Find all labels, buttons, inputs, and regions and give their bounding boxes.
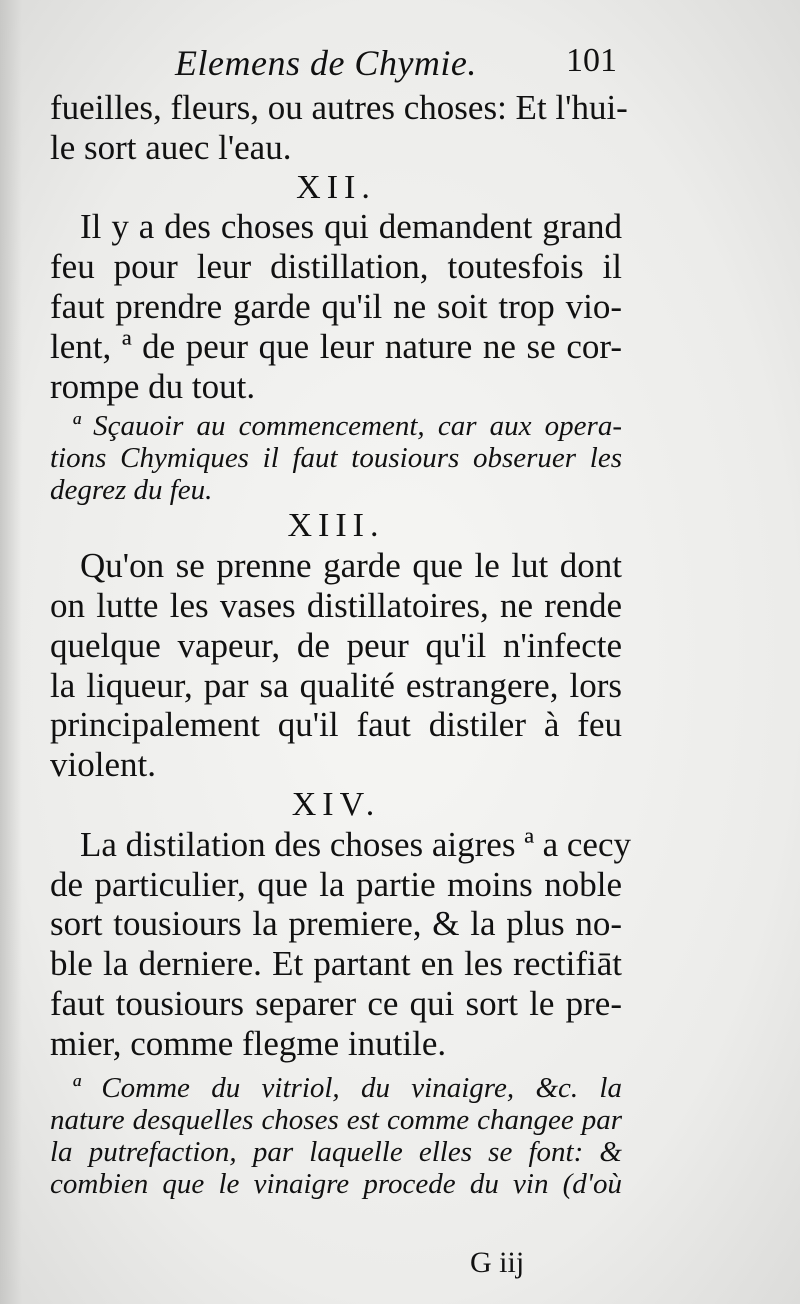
page-gutter-shadow xyxy=(0,0,22,1304)
text-line: faut prendre garde qu'il ne soit trop vio- xyxy=(50,286,622,326)
text-line: de particulier, que la partie moins noble xyxy=(50,864,622,904)
text-line: mier, comme flegme inutile. xyxy=(50,1023,447,1063)
text-line: principalement qu'il faut distiler à feu xyxy=(50,705,622,745)
text-line: sort tousiours la premiere, & la plus no- xyxy=(50,904,622,944)
text-line: fueilles, fleurs, ou autres choses: Et l'hui- xyxy=(50,88,628,127)
text-line: quelque vapeur, de peur qu'il n'infecte xyxy=(50,625,622,665)
text-line: feu pour leur distillation, toutesfois il xyxy=(50,247,622,287)
footnote-line: la putrefaction, par laquelle elles se font: & xyxy=(50,1135,622,1168)
running-title: Elemens de Chymie. xyxy=(175,43,477,83)
signature-mark: G iij xyxy=(470,1246,525,1279)
text-line: faut tousiours separer ce qui sort le pre- xyxy=(50,983,622,1023)
text-line: Qu'on se prenne garde que le lut dont xyxy=(80,546,622,586)
footnote-line: ª Sçauoir au commencement, car aux opera- xyxy=(72,410,622,443)
text-line: la liqueur, par sa qualité estrangere, lors xyxy=(50,665,622,705)
text-line: lent, ª de peur que leur nature ne se cor- xyxy=(50,326,622,366)
page-body xyxy=(50,88,631,1200)
footnote-line: tions Chymiques il faut tousiours obseruer les xyxy=(50,442,622,475)
text-line: ble la derniere. Et partant en les rectifiāt xyxy=(50,944,622,984)
footnote-line: degrez du feu. xyxy=(50,474,213,507)
section-heading-xiv: XIV. xyxy=(291,785,381,823)
footnote-line: combien que le vinaigre procede du vin (d'où xyxy=(50,1167,622,1200)
page-header xyxy=(0,42,800,92)
section-heading-xiii: XIII. xyxy=(287,507,385,545)
text-line: on lutte les vases distillatoires, ne rende xyxy=(50,585,622,625)
text-line: violent. xyxy=(50,745,156,785)
section-heading-xii: XII. xyxy=(296,168,376,206)
footnote-line: ª Comme du vitriol, du vinaigre, &c. la xyxy=(72,1071,622,1104)
page-number: 101 xyxy=(566,42,617,79)
text-line: rompe du tout. xyxy=(50,366,256,406)
text-line: le sort auec l'eau. xyxy=(50,127,292,167)
text-line: Il y a des choses qui demandent grand xyxy=(80,207,622,247)
footnote-line: nature desquelles choses est comme changee par xyxy=(50,1103,622,1136)
text-line: La distilation des choses aigres ª a cecy xyxy=(80,824,631,864)
